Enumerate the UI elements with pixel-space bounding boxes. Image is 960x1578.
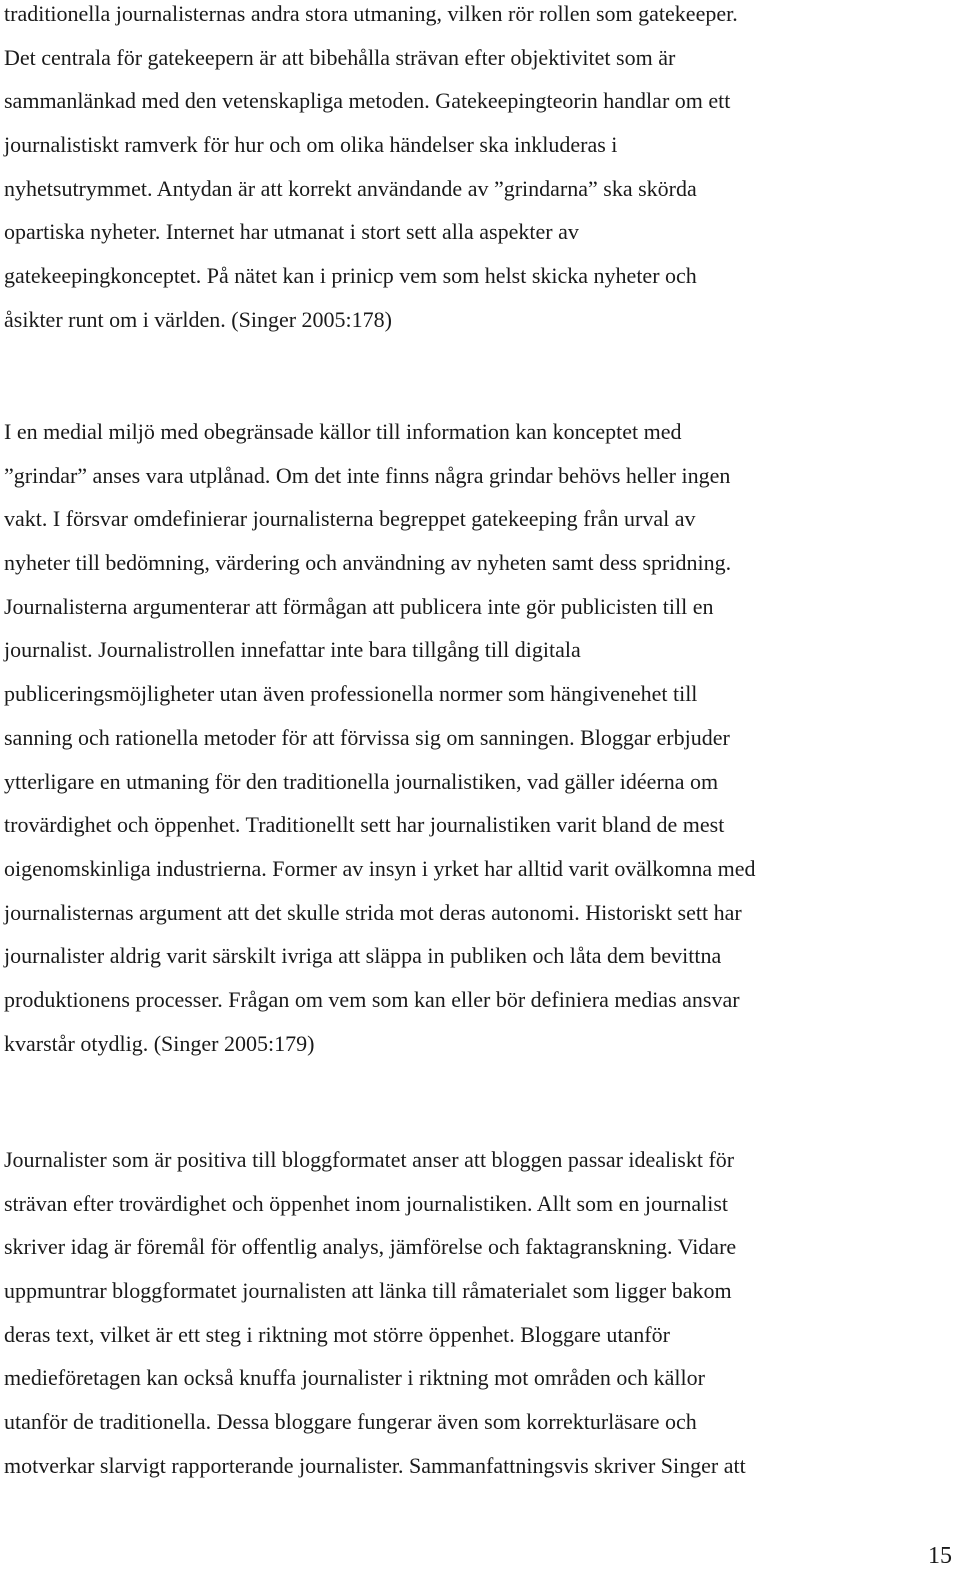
text-line: opartiska nyheter. Internet har utmanat i stort sett alla aspekter av	[4, 219, 579, 245]
text-line: skriver idag är föremål för offentlig analys, jämförelse och faktagranskning. Vidare	[4, 1234, 737, 1260]
text-line: trovärdighet och öppenhet. Traditionellt sett har journalistiken varit bland de mest	[4, 812, 725, 838]
text-line: motverkar slarvigt rapporterande journalister. Sammanfattningsvis skriver Singer att	[4, 1452, 746, 1478]
text-line: publiceringsmöjligheter utan även professionella normer som hängivenehet till	[4, 681, 698, 707]
text-line: kvarstår otydlig. (Singer 2005:179)	[4, 1030, 315, 1056]
text-line: Journalister som är positiva till bloggformatet anser att bloggen passar idealiskt för	[4, 1147, 735, 1172]
text-line: uppmuntrar bloggformatet journalisten att länka till råmaterialet som ligger bakom	[4, 1278, 732, 1304]
text-line: Det centrala för gatekeepern är att bibehålla strävan efter objektivitet som är	[4, 44, 676, 70]
text-line: produktionens processer. Frågan om vem som kan eller bör definiera medias ansvar	[4, 986, 740, 1012]
paragraph-gatekeeper	[4, 0, 904, 342]
text-line: ”grindar” anses vara utplånad. Om det inte finns några grindar behövs heller ingen	[4, 462, 731, 488]
text-line: sanning och rationella metoder för att förvissa sig om sanningen. Bloggar erbjuder	[4, 724, 730, 750]
text-line: nyhetsutrymmet. Antydan är att korrekt användande av ”grindarna” ska skörda	[4, 175, 697, 201]
text-line: deras text, vilket är ett steg i riktning mot större öppenhet. Bloggare utanför	[4, 1321, 670, 1347]
paragraph-medial-miljo	[4, 410, 904, 1065]
text-line: vakt. I försvar omdefinierar journalisterna begreppet gatekeeping från urval av	[4, 506, 696, 532]
text-line: journalister aldrig varit särskilt ivriga att släppa in publiken och låta dem bevittna	[4, 943, 722, 969]
page-number: 15	[928, 1543, 952, 1569]
text-line: oigenomskinliga industrierna. Former av insyn i yrket har alltid varit ovälkomna med	[4, 855, 756, 881]
text-line: traditionella journalisternas andra stora utmaning, vilken rör rollen som gatekeeper.	[4, 1, 738, 26]
paragraph-bloggformatet	[4, 1138, 904, 1488]
text-line: strävan efter trovärdighet och öppenhet inom journalistiken. Allt som en journalist	[4, 1190, 729, 1216]
text-line: journalisternas argument att det skulle strida mot deras autonomi. Historiskt sett har	[4, 899, 742, 925]
text-line: ytterligare en utmaning för den traditionella journalistiken, vad gäller idéerna om	[4, 768, 719, 794]
text-line: journalistiskt ramverk för hur och om olika händelser ska inkluderas i	[4, 132, 618, 158]
text-line: nyheter till bedömning, värdering och användning av nyheten samt dess spridning.	[4, 550, 732, 576]
text-line: medieföretagen kan också knuffa journalister i riktning mot områden och källor	[4, 1365, 705, 1391]
text-line: sammanlänkad med den vetenskapliga metoden. Gatekeepingteorin handlar om ett	[4, 88, 731, 114]
text-line: åsikter runt om i världen. (Singer 2005:178)	[4, 306, 392, 332]
text-line: Journalisterna argumenterar att förmågan att publicera inte gör publicisten till en	[4, 593, 714, 619]
text-line: I en medial miljö med obegränsade källor till information kan konceptet med	[4, 419, 682, 444]
text-line: journalist. Journalistrollen innefattar inte bara tillgång till digitala	[4, 637, 581, 663]
text-line: utanför de traditionella. Dessa bloggare fungerar även som korrekturläsare och	[4, 1409, 697, 1435]
text-line: gatekeepingkonceptet. På nätet kan i prinicp vem som helst skicka nyheter och	[4, 263, 697, 289]
